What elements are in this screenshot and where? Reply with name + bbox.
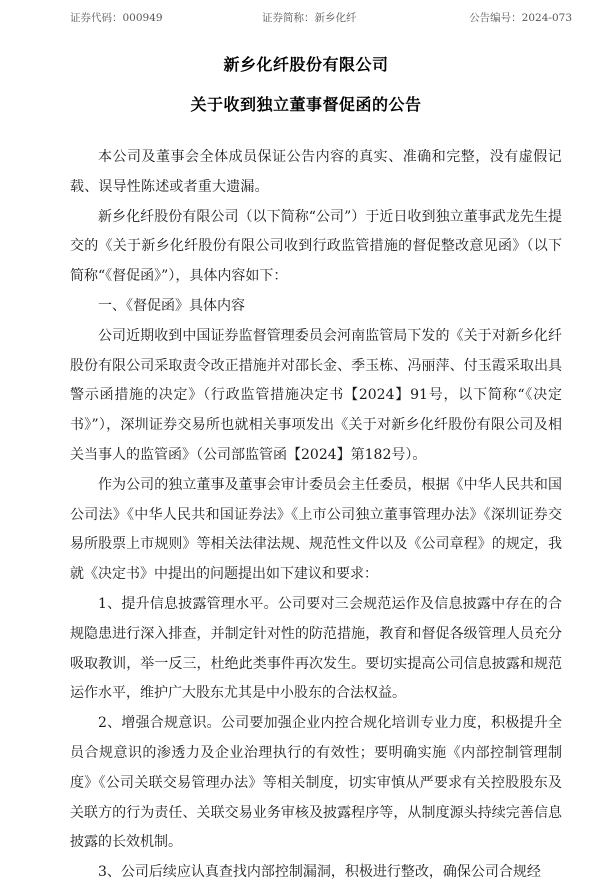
intro-paragraph: 新乡化纤股份有限公司（以下简称“公司”）于近日收到独立董事武龙先生提交的《关于新乡化纤股份有限公司收到行政监管措施的督促整改意见函》（以下简称“《督促函》”），具体内容如下：: [70, 208, 562, 285]
document-header: [0, 10, 612, 26]
background-paragraph: 公司近期收到中国证券监督管理委员会河南监管局下发的《关于对新乡化纤股份有限公司采取责令改正措施并对邵长金、季玉栋、冯丽萍、付玉霞采取出具警示函措施的决定》（行政监管措施决定书【2024】91号，以下简称“《决定书》”），深圳证券交易所也就相关事项发出《关于对新乡化纤股份有限公司及相关当事人的监管函》（公司部监管函【2024】第182号）。: [70, 327, 562, 463]
announcement-title: 关于收到独立董事督促函的公告: [190, 95, 422, 114]
announcement-body: [70, 143, 562, 888]
announcement-number: 公告编号：2024-073: [469, 12, 572, 24]
requirement-1: 1、提升信息披露管理水平。公司要对三会规范运作及信息披露中存在的合规隐患进行深入排查，并制定针对性的防范措施，教育和督促各级管理人员充分吸取教训，举一反三，杜绝此类事件再次发生。要切实提高公司信息披露和规范运作水平，维护广大股东尤其是中小股东的合法权益。: [70, 595, 562, 702]
board-statement: 本公司及董事会全体成员保证公告内容的真实、准确和完整，没有虚假记载、误导性陈述或者重大遗漏。: [70, 149, 562, 195]
section-heading: 一、《督促函》具体内容: [98, 297, 245, 314]
stock-code: 证券代码：000949: [70, 12, 163, 24]
basis-paragraph: 作为公司的独立董事及董事会审计委员会主任委员，根据《中华人民共和国公司法》《中华人民共和国证券法》《上市公司独立董事管理办法》《深圳证券交易所股票上市规则》等相关法律法规、规范性文件以及《公司章程》的规定，我就《决定书》中提出的问题提出如下建议和要求：: [70, 476, 562, 583]
requirement-2: 2、增强合规意识。公司要加强企业内控合规化培训专业力度，积极提升全员合规意识的渗透力及企业治理执行的有效性；要明确实施《内部控制管理制度》《公司关联交易管理办法》等相关制度，切实审慎从严要求有关控股股东及关联方的行为责任、关联交易业务审核及披露程序等，从制度源头持续完善信息披露的长效机制。: [70, 715, 562, 851]
stock-name: 证券简称：新乡化纤: [262, 12, 357, 24]
requirement-3: 3、公司后续应认真查找内部控制漏洞，积极进行整改，确保公司合规经: [98, 864, 541, 881]
company-title: 新乡化纤股份有限公司: [223, 55, 389, 74]
